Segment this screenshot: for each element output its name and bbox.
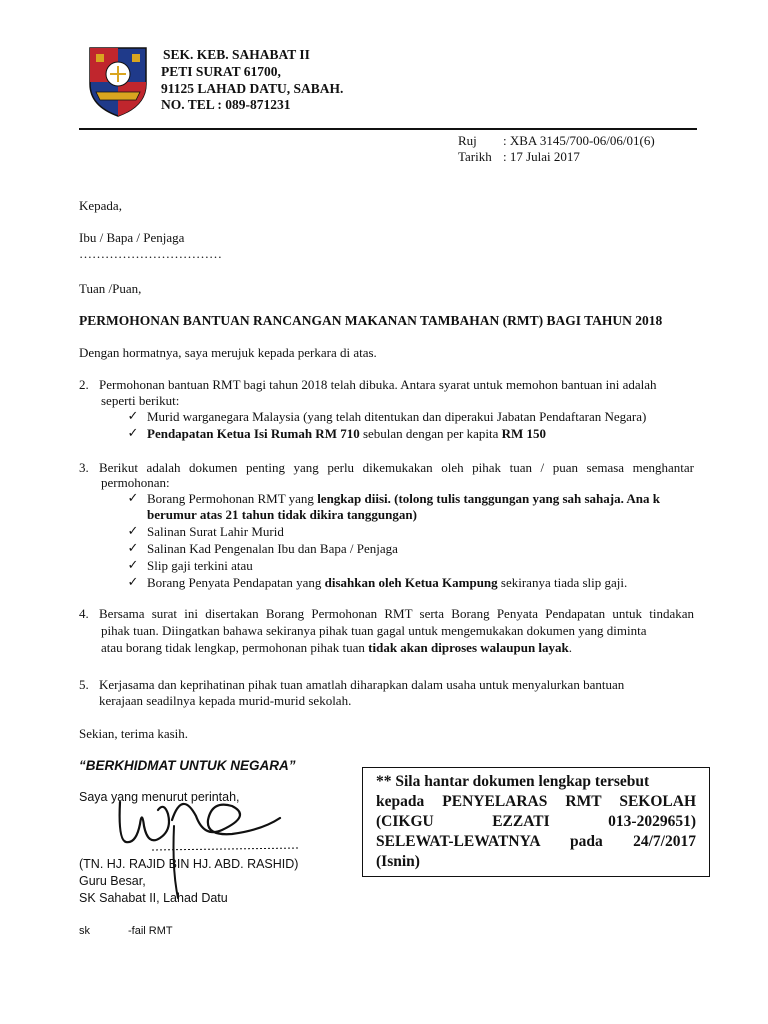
notice-line5: (Isnin) <box>376 853 420 870</box>
reference-row <box>458 133 655 149</box>
signer-place: SK Sahabat II, Lahad Datu <box>79 891 228 905</box>
motto: “BERKHIDMAT UNTUK NEGARA” <box>79 758 296 773</box>
para4-line3-bold: tidak akan diproses walaupun layak <box>368 640 569 655</box>
para2-item2-normal: sebulan dengan per kapita <box>359 426 502 441</box>
para3-item5-normal2: sekiranya tiada slip gaji. <box>497 575 628 590</box>
recipient-dots: …………………………… <box>79 246 222 261</box>
school-name: SEK. KEB. SAHABAT II <box>163 47 310 62</box>
notice-line4: SELEWAT-LEWATNYA pada 24/7/2017 <box>376 833 696 850</box>
para4-line1 <box>79 606 694 622</box>
para3-item1-continued: berumur atas 21 tahun tidak dikira tanggungan) <box>147 507 417 522</box>
para2-item2-bold2: RM 150 <box>501 426 547 441</box>
para5-line2: kerajaan seadilnya kepada murid-murid sekolah. <box>99 693 352 708</box>
cc-sk: sk <box>79 925 90 937</box>
signer-title: Guru Besar, <box>79 874 146 888</box>
para3-text1: Berikut adalah dokumen penting yang perlu dikemukakan oleh pihak tuan / puan semasa menghantar <box>99 460 694 475</box>
para2-number: 2. <box>79 377 89 392</box>
para4-number: 4. <box>79 606 89 621</box>
para3-line2: permohonan: <box>101 475 170 490</box>
notice-line3-b: EZZATI <box>492 813 550 830</box>
notice-line3-c: 013-2029651) <box>608 813 696 830</box>
school-phone: NO. TEL : 089-871231 <box>161 97 291 112</box>
header-divider <box>79 128 697 130</box>
para2-item1: Murid warganegara Malaysia (yang telah ditentukan dan diperakui Jabatan Pendaftaran Negara) <box>147 409 647 424</box>
signer-name: (TN. HJ. RAJID BIN HJ. ABD. RASHID) <box>79 857 299 871</box>
notice-line3-a: (CIKGU <box>376 813 434 830</box>
para2-text1: Permohonan bantuan RMT bagi tahun 2018 telah dibuka. Antara syarat untuk memohon bantuan ini adalah <box>99 377 657 392</box>
para3-item5-bold: disahkan oleh Ketua Kampung <box>324 575 498 590</box>
para4-text1: Bersama surat ini disertakan Borang Permohonan RMT serta Borang Penyata Pendapatan untuk tindakan <box>99 606 694 621</box>
para5-line1 <box>79 677 624 693</box>
para3-item5-normal1: Borang Penyata Pendapatan yang <box>147 575 325 590</box>
reference-label: Ruj <box>458 133 477 148</box>
check-icon: ✓ <box>127 408 139 423</box>
letter-subject: PERMOHONAN BANTUAN RANCANGAN MAKANAN TAMBAHAN (RMT) BAGI TAHUN 2018 <box>79 313 663 328</box>
check-icon: ✓ <box>127 557 139 572</box>
recipient-label: Ibu / Bapa / Penjaga <box>79 230 185 245</box>
para2-item2-bold1: Pendapatan Ketua Isi Rumah RM 710 <box>147 426 360 441</box>
para3-line1 <box>79 460 694 476</box>
date-row <box>458 149 580 165</box>
para2-item2 <box>147 426 546 442</box>
cc-fail: -fail RMT <box>128 925 173 937</box>
date-value: : 17 Julai 2017 <box>503 149 580 164</box>
check-icon: ✓ <box>127 540 139 555</box>
school-address-line1: PETI SURAT 61700, <box>161 64 281 79</box>
opening-line: Dengan hormatnya, saya merujuk kepada perkara di atas. <box>79 345 377 360</box>
para3-item4: Slip gaji terkini atau <box>147 558 253 573</box>
para5-number: 5. <box>79 677 89 692</box>
submission-notice-box <box>362 767 710 877</box>
para3-item1-bold: lengkap diisi. (tolong tulis tanggungan yang sah sahaja. Ana k <box>317 491 660 506</box>
salutation: Tuan /Puan, <box>79 281 142 296</box>
para3-item5 <box>147 575 627 591</box>
school-address-line2: 91125 LAHAD DATU, SABAH. <box>161 81 344 96</box>
signoff-line: Saya yang menurut perintah, <box>79 790 240 804</box>
check-icon: ✓ <box>127 574 139 589</box>
para5-text1: Kerjasama dan keprihatinan pihak tuan amatlah diharapkan dalam usaha untuk menyalurkan bantuan <box>99 677 625 692</box>
para3-item1 <box>147 491 660 507</box>
kepada-label: Kepada, <box>79 198 122 213</box>
para3-item2: Salinan Surat Lahir Murid <box>147 524 284 539</box>
check-icon: ✓ <box>127 490 139 505</box>
check-icon: ✓ <box>127 523 139 538</box>
para4-line3-end: . <box>568 640 573 655</box>
para4-line2: pihak tuan. Diingatkan bahawa sekiranya pihak tuan gagal untuk mengemukakan dokumen yang diminta <box>101 623 647 638</box>
check-icon: ✓ <box>127 425 139 440</box>
notice-line2: kepada PENYELARAS RMT SEKOLAH <box>376 793 696 810</box>
notice-line1: ** Sila hantar dokumen lengkap tersebut <box>376 773 650 790</box>
para4-line3 <box>101 640 572 656</box>
para4-line3-normal: atau borang tidak lengkap, permohonan pihak tuan <box>101 640 369 655</box>
notice-line3 <box>376 812 696 832</box>
para2-line2: seperti berikut: <box>101 393 180 408</box>
school-crest-logo <box>86 44 150 118</box>
para3-item3: Salinan Kad Pengenalan Ibu dan Bapa / Penjaga <box>147 541 398 556</box>
para3-number: 3. <box>79 460 89 475</box>
reference-value: : XBA 3145/700-06/06/01(6) <box>503 133 655 148</box>
para3-item1-normal: Borang Permohonan RMT yang <box>147 491 318 506</box>
date-label: Tarikh <box>458 149 492 164</box>
para2-line1 <box>79 377 657 393</box>
closing-line: Sekian, terima kasih. <box>79 726 189 741</box>
